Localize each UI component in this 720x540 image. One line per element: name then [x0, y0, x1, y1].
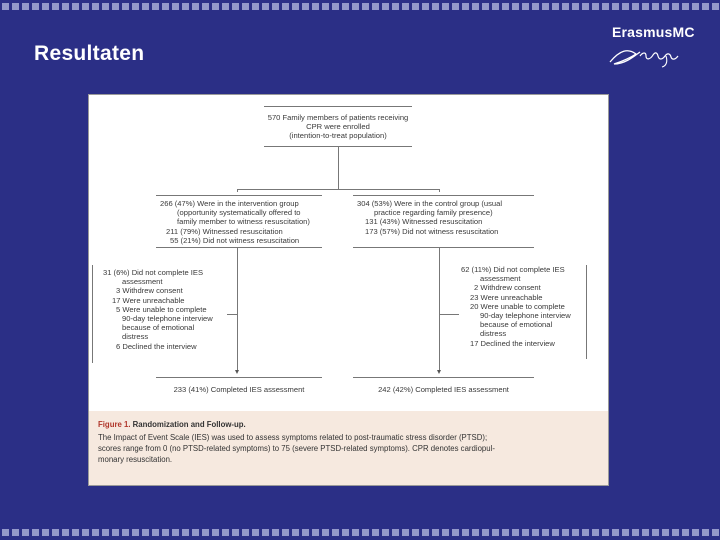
border-dot	[392, 3, 399, 10]
control-line: 173 (57%) Did not witness resuscitation	[365, 226, 499, 236]
border-dot	[442, 3, 449, 10]
border-dot	[582, 529, 589, 536]
connector-vertical	[338, 147, 339, 189]
caption-text	[98, 433, 598, 465]
control-lost-line: 90-day telephone interview	[480, 311, 571, 321]
border-dot	[72, 3, 79, 10]
border-dot	[362, 3, 369, 10]
border-dot	[522, 529, 529, 536]
border-dot	[192, 3, 199, 10]
border-dot	[182, 529, 189, 536]
caption-line: monary resuscitation.	[98, 454, 173, 464]
caption-title	[98, 420, 246, 429]
intervention-line: 211 (79%) Witnessed resuscitation	[166, 226, 283, 236]
border-dot	[222, 3, 229, 10]
border-dot	[12, 3, 19, 10]
border-dot	[212, 529, 219, 536]
figure-label: Figure 1.	[98, 420, 131, 429]
control-lost-line: 62 (11%) Did not complete IES	[461, 265, 565, 274]
control-lost-line: assessment	[480, 274, 521, 284]
border-dot	[42, 529, 49, 536]
border-dot	[292, 529, 299, 536]
border-dot	[272, 529, 279, 536]
border-dot	[222, 529, 229, 536]
border-dot	[262, 529, 269, 536]
border-dot	[372, 3, 379, 10]
control-lost-box	[461, 265, 596, 348]
control-completed-box	[353, 385, 534, 394]
intervention-completed-rule	[156, 377, 322, 378]
figure-panel	[88, 94, 609, 486]
bottom-dot-border	[0, 529, 720, 537]
border-dot	[422, 529, 429, 536]
border-dot	[122, 3, 129, 10]
border-dot	[402, 529, 409, 536]
control-bottom-rule	[353, 247, 534, 248]
border-dot	[512, 3, 519, 10]
border-dot	[432, 3, 439, 10]
border-dot	[242, 3, 249, 10]
intervention-lost-box	[103, 268, 233, 351]
border-dot	[212, 3, 219, 10]
border-dot	[202, 3, 209, 10]
intervention-lost-line: because of emotional	[122, 323, 195, 333]
border-dot	[652, 529, 659, 536]
border-dot	[392, 529, 399, 536]
intervention-bottom-rule	[156, 247, 322, 248]
figure-title: Randomization and Follow-up.	[132, 420, 246, 429]
intervention-lost-connector	[227, 314, 237, 315]
intervention-lost-line: 17 Were unreachable	[112, 295, 185, 305]
border-dot	[542, 529, 549, 536]
border-dot	[352, 529, 359, 536]
border-dot	[572, 3, 579, 10]
border-dot	[342, 529, 349, 536]
border-dot	[92, 3, 99, 10]
border-dot	[102, 529, 109, 536]
caption-line: scores range from 0 (no PTSD-related symptoms) to 75 (severe PTSD-related symptoms). CPR denotes cardiopul-	[98, 443, 495, 453]
enrolled-line: (intention-to-treat population)	[289, 131, 387, 141]
border-dot	[2, 529, 9, 536]
border-dot	[112, 529, 119, 536]
border-dot	[172, 529, 179, 536]
border-dot	[372, 529, 379, 536]
erasmus-mc-logo	[606, 24, 696, 72]
border-dot	[712, 529, 719, 536]
border-dot	[292, 3, 299, 10]
border-dot	[702, 3, 709, 10]
border-dot	[242, 529, 249, 536]
border-dot	[32, 3, 39, 10]
border-dot	[642, 3, 649, 10]
control-lost-line: 17 Declined the interview	[470, 338, 555, 348]
border-dot	[82, 3, 89, 10]
border-dot	[62, 529, 69, 536]
border-dot	[312, 529, 319, 536]
border-dot	[622, 3, 629, 10]
connector-horizontal	[237, 189, 439, 190]
intervention-line: 266 (47%) Were in the intervention group	[160, 199, 299, 208]
border-dot	[122, 529, 129, 536]
border-dot	[422, 3, 429, 10]
border-dot	[362, 529, 369, 536]
intervention-lost-line: distress	[122, 332, 149, 342]
intervention-lost-line: 31 (6%) Did not complete IES	[103, 268, 204, 277]
control-lost-line: 2 Withdrew consent	[474, 283, 541, 293]
control-lost-line: distress	[480, 329, 507, 339]
border-dot	[302, 3, 309, 10]
figure-caption	[89, 411, 608, 485]
control-completed-text: 242 (42%) Completed IES assessment	[378, 385, 509, 394]
border-dot	[152, 3, 159, 10]
border-dot	[512, 529, 519, 536]
border-dot	[302, 529, 309, 536]
caption-line: The Impact of Event Scale (IES) was used to assess symptoms related to post-traumatic stress disorder (PTSD);	[98, 433, 488, 442]
border-dot	[592, 3, 599, 10]
border-dot	[602, 3, 609, 10]
border-dot	[692, 3, 699, 10]
control-flow-line	[439, 248, 440, 370]
intervention-completed-box	[156, 385, 322, 394]
border-dot	[162, 3, 169, 10]
border-dot	[202, 529, 209, 536]
connector-left-drop	[237, 189, 238, 192]
border-dot	[272, 3, 279, 10]
border-dot	[482, 3, 489, 10]
border-dot	[662, 3, 669, 10]
erasmus-signature-icon	[606, 42, 696, 70]
intervention-completed-text: 233 (41%) Completed IES assessment	[173, 385, 305, 394]
border-dot	[132, 529, 139, 536]
border-dot	[252, 529, 259, 536]
control-completed-rule	[353, 377, 534, 378]
border-dot	[482, 529, 489, 536]
intervention-lost-line: assessment	[122, 277, 163, 287]
border-dot	[82, 529, 89, 536]
control-lost-connector	[439, 314, 459, 315]
border-dot	[442, 529, 449, 536]
border-dot	[682, 529, 689, 536]
border-dot	[532, 3, 539, 10]
border-dot	[602, 529, 609, 536]
intervention-lost-bracket	[92, 265, 93, 363]
border-dot	[412, 3, 419, 10]
border-dot	[22, 529, 29, 536]
border-dot	[352, 3, 359, 10]
border-dot	[662, 529, 669, 536]
border-dot	[522, 3, 529, 10]
control-top-rule	[353, 195, 534, 196]
border-dot	[132, 3, 139, 10]
logo-text: ErasmusMC	[612, 24, 695, 40]
border-dot	[2, 3, 9, 10]
border-dot	[142, 529, 149, 536]
border-dot	[322, 3, 329, 10]
border-dot	[562, 529, 569, 536]
border-dot	[12, 529, 19, 536]
intervention-line: family member to witness resuscitation)	[177, 217, 310, 227]
border-dot	[382, 3, 389, 10]
border-dot	[532, 529, 539, 536]
control-lost-line: because of emotional	[480, 320, 553, 330]
border-dot	[102, 3, 109, 10]
border-dot	[342, 3, 349, 10]
border-dot	[312, 3, 319, 10]
intervention-line: 55 (21%) Did not witness resuscitation	[170, 235, 300, 245]
border-dot	[472, 529, 479, 536]
border-dot	[672, 3, 679, 10]
border-dot	[152, 529, 159, 536]
border-dot	[472, 3, 479, 10]
border-dot	[462, 529, 469, 536]
border-dot	[402, 3, 409, 10]
border-dot	[432, 529, 439, 536]
border-dot	[592, 529, 599, 536]
border-dot	[62, 3, 69, 10]
enrolled-box	[264, 113, 412, 141]
enrolled-line: CPR were enrolled	[306, 122, 370, 132]
border-dot	[552, 3, 559, 10]
border-dot	[232, 3, 239, 10]
border-dot	[712, 3, 719, 10]
intervention-top-rule	[156, 195, 322, 196]
intervention-lost-line: 5 Were unable to complete	[116, 304, 207, 314]
border-dot	[502, 529, 509, 536]
border-dot	[462, 3, 469, 10]
border-dot	[172, 3, 179, 10]
border-dot	[282, 3, 289, 10]
connector-right-drop	[439, 189, 440, 192]
intervention-arrow-icon	[235, 370, 239, 374]
border-dot	[622, 529, 629, 536]
border-dot	[262, 3, 269, 10]
border-dot	[492, 529, 499, 536]
border-dot	[642, 529, 649, 536]
enrolled-line: 570 Family members of patients receiving	[267, 113, 409, 122]
border-dot	[52, 529, 59, 536]
border-dot	[682, 3, 689, 10]
border-dot	[322, 529, 329, 536]
intervention-flow-line	[237, 248, 238, 370]
border-dot	[162, 529, 169, 536]
border-dot	[612, 3, 619, 10]
control-lost-bracket	[586, 265, 587, 359]
border-dot	[142, 3, 149, 10]
border-dot	[52, 3, 59, 10]
border-dot	[282, 529, 289, 536]
border-dot	[572, 529, 579, 536]
border-dot	[112, 3, 119, 10]
border-dot	[32, 529, 39, 536]
intervention-lost-line: 6 Declined the interview	[116, 341, 197, 351]
border-dot	[552, 529, 559, 536]
intervention-lost-line: 90-day telephone interview	[122, 314, 213, 324]
control-arrow-icon	[437, 370, 441, 374]
border-dot	[92, 529, 99, 536]
control-line: 304 (53%) Were in the control group (usual	[357, 199, 503, 208]
intervention-box	[156, 199, 322, 245]
intervention-lost-line: 3 Withdrew consent	[116, 286, 183, 296]
border-dot	[452, 529, 459, 536]
slide-title: Resultaten	[34, 42, 145, 65]
intervention-line: (opportunity systematically offered to	[177, 208, 301, 218]
border-dot	[452, 3, 459, 10]
enrolled-top-rule	[264, 106, 412, 107]
border-dot	[562, 3, 569, 10]
border-dot	[252, 3, 259, 10]
border-dot	[652, 3, 659, 10]
control-line: 131 (43%) Witnessed resuscitation	[365, 217, 483, 227]
border-dot	[542, 3, 549, 10]
control-lost-line: 23 Were unreachable	[470, 292, 543, 302]
border-dot	[232, 529, 239, 536]
border-dot	[612, 529, 619, 536]
border-dot	[42, 3, 49, 10]
border-dot	[702, 529, 709, 536]
border-dot	[182, 3, 189, 10]
control-line: practice regarding family presence)	[374, 208, 493, 218]
border-dot	[332, 3, 339, 10]
border-dot	[582, 3, 589, 10]
border-dot	[22, 3, 29, 10]
border-dot	[412, 529, 419, 536]
border-dot	[672, 529, 679, 536]
border-dot	[632, 3, 639, 10]
border-dot	[492, 3, 499, 10]
border-dot	[692, 529, 699, 536]
control-lost-line: 20 Were unable to complete	[470, 301, 565, 311]
border-dot	[632, 529, 639, 536]
top-dot-border	[0, 3, 720, 11]
border-dot	[72, 529, 79, 536]
border-dot	[192, 529, 199, 536]
border-dot	[502, 3, 509, 10]
border-dot	[382, 529, 389, 536]
control-box	[353, 199, 534, 236]
border-dot	[332, 529, 339, 536]
